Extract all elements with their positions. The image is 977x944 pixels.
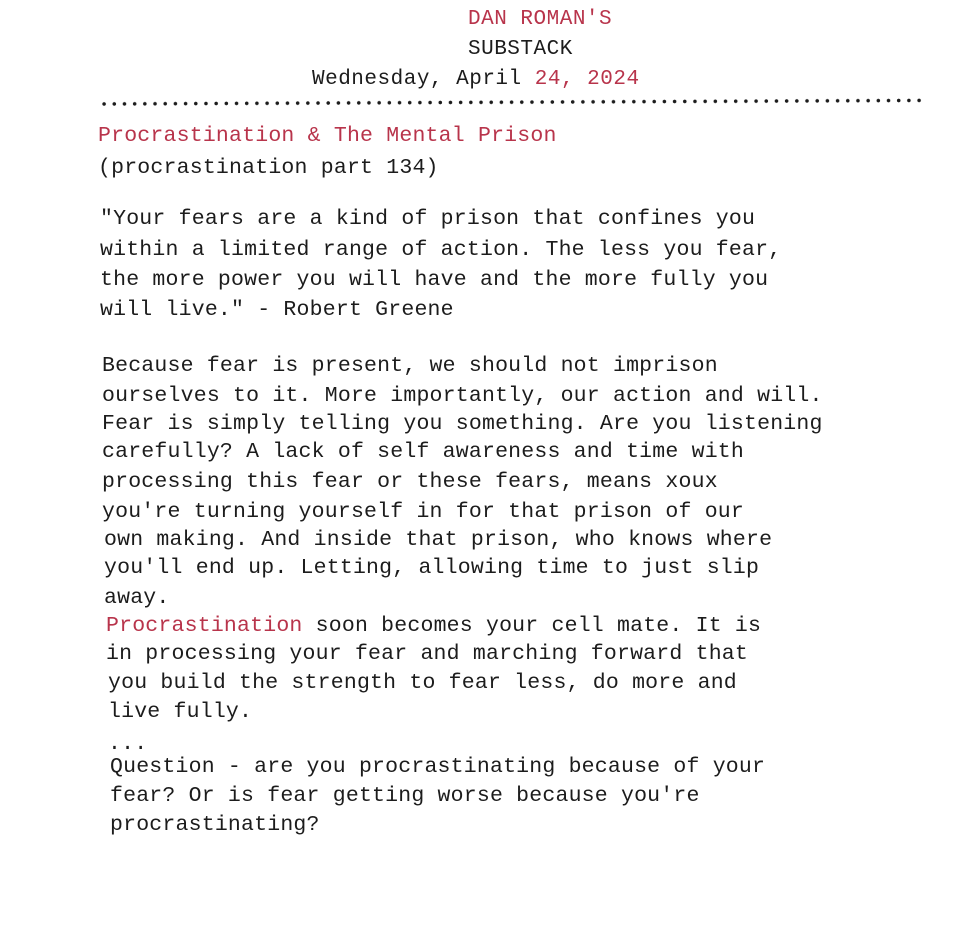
body-line: ourselves to it. More importantly, our action and will.	[102, 384, 823, 408]
question-line: fear? Or is fear getting worse because you're	[110, 784, 700, 808]
procrastination-highlight: Procrastination	[106, 614, 303, 638]
question-line: Question - are you procrastinating because of your	[110, 755, 766, 779]
date-prefix: Wednesday, April	[312, 68, 535, 91]
body-line: away.	[104, 586, 170, 610]
ellipsis-break: ...	[108, 732, 148, 756]
question-line: procrastinating?	[110, 813, 320, 837]
body-line: in processing your fear and marching forward that	[106, 642, 749, 666]
quote-line: "Your fears are a kind of prison that confines you	[100, 207, 756, 231]
quote-line: the more power you will have and the more fully you	[100, 268, 769, 292]
body-line: live fully.	[108, 700, 253, 724]
body-line: you're turning yourself in for that prison of our	[102, 500, 745, 524]
body-line	[106, 614, 761, 638]
body-line: carefully? A lack of self awareness and time with	[102, 440, 745, 464]
article-subtitle: (procrastination part 134)	[98, 156, 439, 180]
body-line-rest: soon becomes your cell mate. It is	[302, 614, 762, 638]
body-line: Because fear is present, we should not imprison	[102, 354, 718, 378]
article-title: Procrastination & The Mental Prison	[98, 124, 557, 148]
author-heading: DAN ROMAN'S	[468, 8, 613, 31]
publication-heading: SUBSTACK	[468, 38, 573, 61]
quote-line: within a limited range of action. The less you fear,	[100, 238, 782, 262]
dotted-divider	[99, 96, 925, 108]
date-line	[312, 68, 640, 91]
date-day-year: 24, 2024	[534, 68, 640, 91]
body-line: you'll end up. Letting, allowing time to just slip	[104, 556, 760, 580]
body-line: Fear is simply telling you something. Are you listening	[102, 412, 823, 436]
body-line: own making. And inside that prison, who knows where	[104, 528, 773, 552]
quote-line: will live." - Robert Greene	[100, 298, 454, 322]
body-line: you build the strength to fear less, do more and	[108, 671, 737, 695]
body-line: processing this fear or these fears, means xoux	[102, 470, 718, 494]
